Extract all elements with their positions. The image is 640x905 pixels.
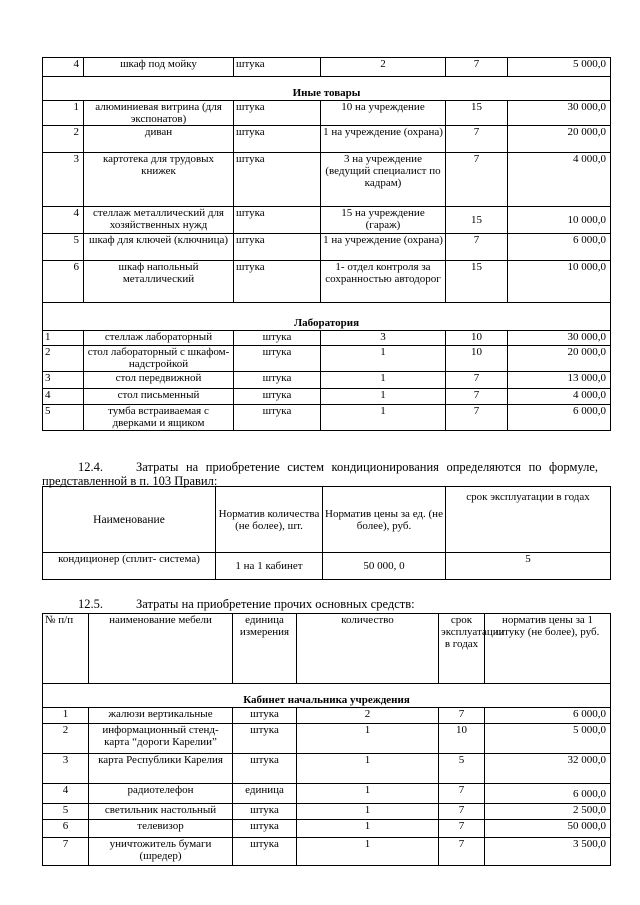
cell-unit: штука xyxy=(233,804,297,820)
paragraph-12-4 xyxy=(42,460,598,488)
table-row xyxy=(43,838,611,866)
cell-qty: 3 xyxy=(321,331,446,346)
table-header-row xyxy=(43,614,611,684)
cell-term: 7 xyxy=(439,838,485,866)
cell-price: 13 000,0 xyxy=(508,372,611,389)
cell-price: 6 000,0 xyxy=(485,708,611,724)
table-row xyxy=(43,261,611,303)
table-row xyxy=(43,58,611,77)
section-row xyxy=(43,684,611,708)
cell-name: тумба встраиваемая с дверками и ящиком xyxy=(84,405,234,431)
cell-n: 6 xyxy=(43,261,84,303)
cell-price: 5 000,0 xyxy=(485,724,611,754)
cell-n: 3 xyxy=(43,153,84,207)
cell-n: 4 xyxy=(43,784,89,804)
table-header-row xyxy=(43,487,611,553)
cell-qty: 1 xyxy=(321,372,446,389)
cell-qty: 1 xyxy=(297,724,439,754)
cell-name: алюминиевая витрина (для экспонатов) xyxy=(84,101,234,126)
cell-n: 4 xyxy=(43,207,84,234)
cell-term: 7 xyxy=(439,784,485,804)
table-row xyxy=(43,804,611,820)
paragraph-number: 12.4. xyxy=(78,460,103,474)
cell-name: диван xyxy=(84,126,234,153)
table-row xyxy=(43,101,611,126)
table-row xyxy=(43,331,611,346)
cell-n: 4 xyxy=(43,58,84,77)
paragraph-number: 12.5. xyxy=(78,597,103,611)
cell-price: 10 000,0 xyxy=(508,207,611,234)
cell-qty: 1 xyxy=(297,784,439,804)
header-qty: количество xyxy=(297,614,439,684)
header-norm-price: Норматив цены за ед. (не более), руб. xyxy=(323,487,446,553)
cell-term: 15 xyxy=(446,101,508,126)
table-row xyxy=(43,153,611,207)
cell-n: 7 xyxy=(43,838,89,866)
cell-n: 1 xyxy=(43,101,84,126)
cell-n: 1 xyxy=(43,331,84,346)
cell-qty: 2 xyxy=(321,58,446,77)
cell-qty: 1 на 1 кабинет xyxy=(216,553,323,580)
cell-unit: штука xyxy=(234,126,321,153)
table-row xyxy=(43,126,611,153)
header-term: срок эксплуатации в годах xyxy=(439,614,485,684)
cell-unit: штука xyxy=(233,724,297,754)
cell-unit: штука xyxy=(234,405,321,431)
cell-n: 3 xyxy=(43,754,89,784)
cell-price: 6 000,0 xyxy=(508,405,611,431)
cell-term: 5 xyxy=(439,754,485,784)
cell-name: радиотелефон xyxy=(89,784,233,804)
header-norm-qty: Норматив количества (не более), шт. xyxy=(216,487,323,553)
cell-term: 7 xyxy=(446,58,508,77)
cell-term: 7 xyxy=(446,126,508,153)
cell-unit: штука xyxy=(233,754,297,784)
cell-price: 32 000,0 xyxy=(485,754,611,784)
table-row xyxy=(43,754,611,784)
header-name: Наименование xyxy=(43,487,216,553)
section-title: Лаборатория xyxy=(43,303,611,331)
header-unit: единица измерения xyxy=(233,614,297,684)
cell-n: 2 xyxy=(43,346,84,372)
cell-term: 7 xyxy=(439,820,485,838)
cell-n: 4 xyxy=(43,389,84,405)
cell-term: 7 xyxy=(439,804,485,820)
cell-price: 5 000,0 xyxy=(508,58,611,77)
header-term: срок эксплуатации в годах xyxy=(446,487,611,553)
section-title: Иные товары xyxy=(43,77,611,101)
cell-qty: 1 на учреждение (охрана) xyxy=(321,234,446,261)
cell-price: 20 000,0 xyxy=(508,126,611,153)
cell-price: 3 500,0 xyxy=(485,838,611,866)
cell-name: шкаф под мойку xyxy=(84,58,234,77)
cell-n: 6 xyxy=(43,820,89,838)
cell-term: 7 xyxy=(439,708,485,724)
cell-unit: штука xyxy=(234,153,321,207)
cell-unit: штука xyxy=(234,331,321,346)
table-row xyxy=(43,389,611,405)
cell-term: 15 xyxy=(446,261,508,303)
cell-qty: 2 xyxy=(297,708,439,724)
cell-price: 20 000,0 xyxy=(508,346,611,372)
cell-price: 10 000,0 xyxy=(508,261,611,303)
cell-term: 7 xyxy=(446,405,508,431)
table-row xyxy=(43,820,611,838)
cell-n: 1 xyxy=(43,708,89,724)
cell-term: 7 xyxy=(446,389,508,405)
cell-qty: 1 на учреждение (охрана) xyxy=(321,126,446,153)
cell-unit: штука xyxy=(234,101,321,126)
cell-qty: 1- отдел контроля за сохранностью автодорог xyxy=(321,261,446,303)
table-row xyxy=(43,207,611,234)
table-row xyxy=(43,724,611,754)
cell-qty: 15 на учреждение (гараж) xyxy=(321,207,446,234)
cell-price: 50 000,0 xyxy=(485,820,611,838)
table-row xyxy=(43,234,611,261)
table-furniture-other xyxy=(42,57,611,431)
cell-n: 5 xyxy=(43,804,89,820)
cell-name: стеллаж лабораторный xyxy=(84,331,234,346)
cell-qty: 1 xyxy=(297,804,439,820)
cell-unit: штука xyxy=(234,389,321,405)
cell-qty: 1 xyxy=(297,754,439,784)
cell-term: 15 xyxy=(446,207,508,234)
table-row xyxy=(43,372,611,389)
section-row xyxy=(43,303,611,331)
cell-unit: штука xyxy=(234,346,321,372)
cell-qty: 1 xyxy=(321,389,446,405)
cell-qty: 1 xyxy=(321,405,446,431)
cell-name: шкаф для ключей (ключница) xyxy=(84,234,234,261)
cell-qty: 1 xyxy=(297,838,439,866)
cell-name: шкаф напольный металлический xyxy=(84,261,234,303)
cell-unit: штука xyxy=(234,234,321,261)
cell-n: 2 xyxy=(43,126,84,153)
cell-name: телевизор xyxy=(89,820,233,838)
cell-term: 7 xyxy=(446,234,508,261)
cell-term: 7 xyxy=(446,153,508,207)
cell-price: 30 000,0 xyxy=(508,101,611,126)
cell-unit: штука xyxy=(234,261,321,303)
cell-term: 5 xyxy=(446,553,611,580)
cell-price: 4 000,0 xyxy=(508,153,611,207)
cell-n: 2 xyxy=(43,724,89,754)
cell-term: 10 xyxy=(446,331,508,346)
table-row xyxy=(43,346,611,372)
cell-unit: штука xyxy=(233,820,297,838)
table-row xyxy=(43,405,611,431)
table-row xyxy=(43,708,611,724)
paragraph-text: Затраты на приобретение систем кондиционирования определяются по формуле, представленной в п. 103 Правил: xyxy=(42,460,598,488)
cell-unit: единица xyxy=(233,784,297,804)
cell-qty: 1 xyxy=(321,346,446,372)
cell-price: 2 500,0 xyxy=(485,804,611,820)
cell-name: жалюзи вертикальные xyxy=(89,708,233,724)
cell-name: стол передвижной xyxy=(84,372,234,389)
cell-name: стол письменный xyxy=(84,389,234,405)
cell-name: информационный стенд-карта “дороги Карелии” xyxy=(89,724,233,754)
header-n: № п/п xyxy=(43,614,89,684)
cell-unit: штука xyxy=(234,207,321,234)
cell-name: стол лабораторный с шкафом-надстройкой xyxy=(84,346,234,372)
cell-unit: штука xyxy=(234,58,321,77)
table-row xyxy=(43,553,611,580)
cell-price: 30 000,0 xyxy=(508,331,611,346)
cell-n: 5 xyxy=(43,234,84,261)
cell-price: 6 000,0 xyxy=(485,784,611,804)
cell-n: 5 xyxy=(43,405,84,431)
table-air-conditioning xyxy=(42,486,611,580)
section-row xyxy=(43,77,611,101)
cell-unit: штука xyxy=(234,372,321,389)
header-price: норматив цены за 1 штуку (не более), руб. xyxy=(485,614,611,684)
cell-price: 4 000,0 xyxy=(508,389,611,405)
cell-term: 10 xyxy=(446,346,508,372)
cell-qty: 3 на учреждение (ведущий специалист по кадрам) xyxy=(321,153,446,207)
cell-name: светильник настольный xyxy=(89,804,233,820)
cell-n: 3 xyxy=(43,372,84,389)
cell-name: стеллаж металлический для хозяйственных нужд xyxy=(84,207,234,234)
paragraph-text: Затраты на приобретение прочих основных средств: xyxy=(136,597,415,611)
cell-name: картотека для трудовых книжек xyxy=(84,153,234,207)
cell-name: уничтожитель бумаги (шредер) xyxy=(89,838,233,866)
cell-price: 6 000,0 xyxy=(508,234,611,261)
header-name: наименование мебели xyxy=(89,614,233,684)
cell-term: 7 xyxy=(446,372,508,389)
paragraph-12-5 xyxy=(42,597,598,611)
cell-qty: 10 на учреждение xyxy=(321,101,446,126)
cell-price: 50 000, 0 xyxy=(323,553,446,580)
cell-term: 10 xyxy=(439,724,485,754)
table-row xyxy=(43,784,611,804)
cell-name: кондиционер (сплит- система) xyxy=(43,553,216,580)
cell-qty: 1 xyxy=(297,820,439,838)
cell-unit: штука xyxy=(233,838,297,866)
cell-name: карта Республики Карелия xyxy=(89,754,233,784)
section-title: Кабинет начальника учреждения xyxy=(43,684,611,708)
table-other-fixed-assets xyxy=(42,613,611,866)
cell-unit: штука xyxy=(233,708,297,724)
